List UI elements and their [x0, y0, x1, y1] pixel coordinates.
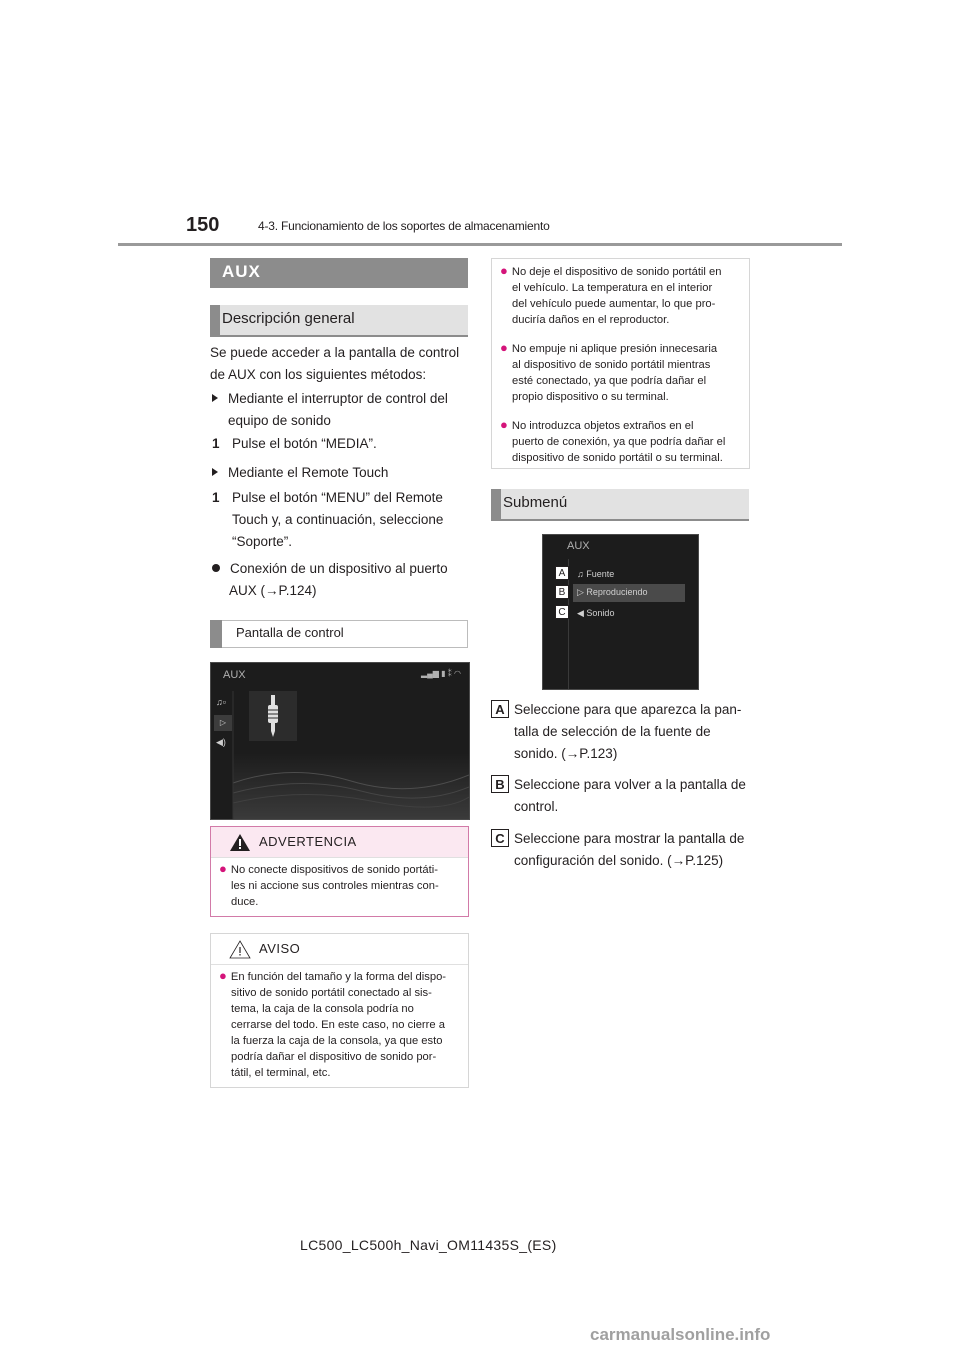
method-switch: Mediante el interruptor de control del equipo de sonido [212, 388, 472, 432]
bullet-dot-icon [212, 564, 220, 572]
desc-c: Seleccione para mostrar la pantalla de configuración del sonido. (→P.125) [514, 831, 745, 868]
source-icon[interactable]: ♫▫ [216, 697, 226, 707]
document-id: LC500_LC500h_Navi_OM11435S_(ES) [300, 1237, 557, 1253]
header-rule [118, 243, 842, 246]
advertencia-box: ADVERTENCIA ● No conecte dispositivos de sonido portáti- les ni accione sus controles mientras con- duce. [210, 826, 469, 917]
submenu-screen-title: AUX [567, 540, 590, 552]
desc-a: Seleccione para que aparezca la pan- talla de selección de la fuente de sonido. (→P.123) [514, 702, 742, 761]
bullet-dot-icon: ● [500, 263, 508, 278]
source-icon: ♫ [577, 569, 587, 579]
label-a: A [491, 700, 509, 718]
warning-triangle-icon [229, 833, 251, 852]
desc-b: Seleccione para volver a la pantalla de control. [514, 777, 746, 814]
section-title-aux [210, 258, 468, 288]
bullet-dot-icon: ● [500, 417, 508, 432]
pantalla-heading: Pantalla de control [210, 620, 468, 648]
descripcion-heading [210, 305, 468, 337]
page-number: 150 [186, 214, 220, 236]
playing-icon[interactable]: ▷ [214, 715, 232, 731]
submenu-item-reproduciendo[interactable]: ▷ Reproduciendo [573, 584, 685, 602]
triangle-bullet-icon [212, 394, 218, 402]
aux-plug-icon [249, 691, 297, 741]
caution-triangle-icon [229, 940, 251, 959]
label-c: C [491, 829, 509, 847]
submenu-item-fuente[interactable]: ♫ Fuente [577, 569, 615, 579]
submenu-heading [491, 489, 749, 521]
speaker-icon: ◀ [577, 608, 587, 618]
control-screen [210, 662, 470, 820]
status-icons: ▂▄▆ ▮ ⁑ ◠ [420, 669, 461, 678]
watermark: carmanualsonline.info [590, 1325, 771, 1344]
sound-icon[interactable]: ◀) [216, 737, 226, 747]
method-remote-touch: Mediante el Remote Touch [212, 462, 472, 484]
step-menu: 1 Pulse el botón “MENU” del Remote Touch y, a continuación, seleccione “Soporte”. [212, 490, 444, 549]
bullet-dot-icon: ● [219, 968, 227, 983]
bullet-connection: Conexión de un dispositivo al puerto AUX (→P.124) [212, 558, 472, 602]
callout-a: A [555, 566, 569, 580]
play-icon: ▷ [577, 587, 587, 597]
section-title-text: AUX [222, 262, 261, 281]
aviso-title: AVISO [259, 941, 301, 956]
label-b: B [491, 775, 509, 793]
chapter-title: 4-3. Funcionamiento de los soportes de almacenamiento [258, 219, 550, 233]
aviso-continued-box: ● No deje el dispositivo de sonido portátil en el vehículo. La temperatura en el interior del vehículo puede aumentar, lo que pro- duciría daños en el reproductor. ● No empuje ni aplique presión innecesaria al dispositivo de sonido portátil mientras esté conectado, ya que podría dañar el propio dispositivo o su terminal. ● No introduzca objetos extraños en el puerto de conexión, ya que podría dañar el dispositivo de sonido portátil o su terminal. [491, 258, 750, 469]
callout-b: B [555, 585, 569, 599]
step-media: 1 Pulse el botón “MEDIA”. [212, 436, 377, 451]
submenu-heading-text: Submenú [503, 494, 568, 511]
bullet-dot-icon: ● [500, 340, 508, 355]
descripcion-heading-text: Descripción general [222, 310, 355, 327]
aviso-box: AVISO ● En función del tamaño y la forma del dispo- sitivo de sonido portátil conectado al sis- tema, la caja de la consola podría no cerrarse del todo. En este caso, no cierre a la fuerza la caja de la consola, ya que esto podría dañar el dispositivo de sonido por- tátil, el terminal, etc. [210, 933, 469, 1088]
callout-c: C [555, 605, 569, 619]
intro-paragraph: Se puede acceder a la pantalla de control de AUX con los siguientes métodos: [210, 345, 460, 382]
triangle-bullet-icon [212, 468, 218, 476]
control-screen-title: AUX [223, 669, 246, 681]
submenu-screen [542, 534, 699, 690]
advertencia-title: ADVERTENCIA [259, 834, 357, 849]
bullet-dot-icon: ● [219, 861, 227, 876]
submenu-item-sonido[interactable]: ◀ Sonido [577, 608, 615, 618]
